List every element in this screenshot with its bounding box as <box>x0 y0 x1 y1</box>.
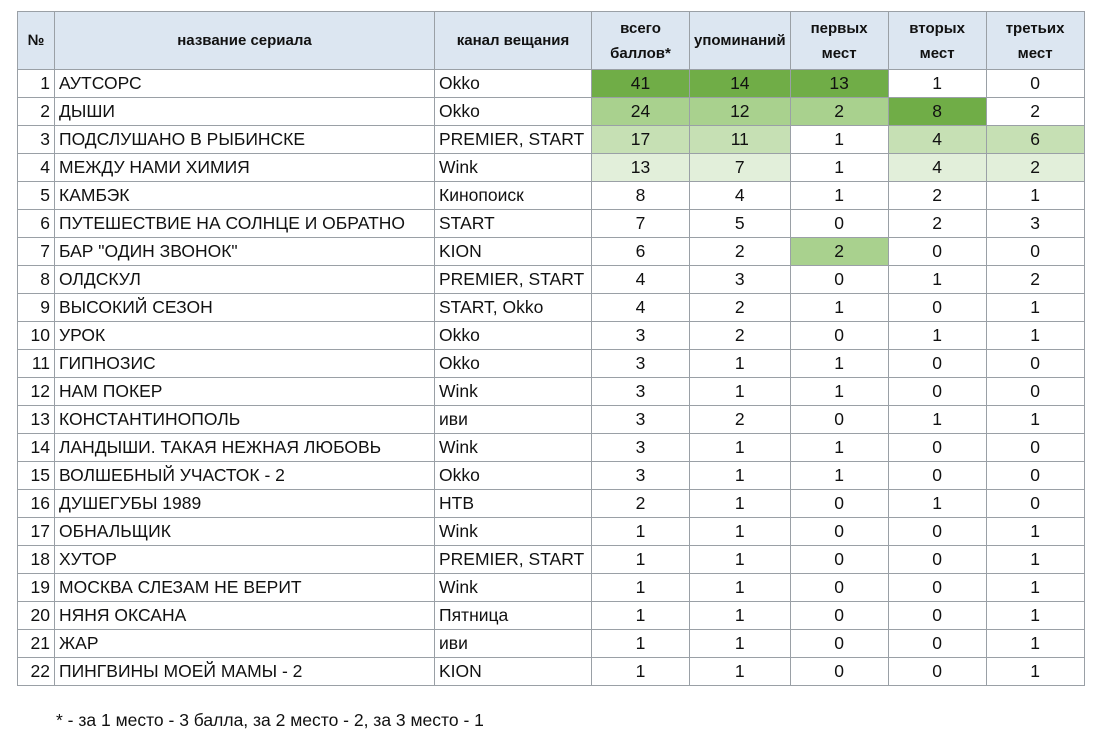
table-row <box>18 70 1085 98</box>
table-row <box>18 490 1085 518</box>
cell-third: 1 <box>986 630 1084 658</box>
cell-third: 0 <box>986 378 1084 406</box>
table-row <box>18 406 1085 434</box>
table-row <box>18 378 1085 406</box>
cell-total: 1 <box>592 574 690 602</box>
footnote: * - за 1 место - 3 балла, за 2 место - 2, за 3 место - 1 <box>56 710 484 730</box>
cell-third: 2 <box>986 266 1084 294</box>
header-row <box>18 12 1085 70</box>
cell-num: 14 <box>18 434 55 462</box>
table-row <box>18 238 1085 266</box>
cell-name: ХУТОР <box>55 546 435 574</box>
cell-third: 0 <box>986 434 1084 462</box>
cell-first: 0 <box>790 406 888 434</box>
cell-first: 0 <box>790 490 888 518</box>
cell-second: 2 <box>888 182 986 210</box>
cell-channel: иви <box>435 406 592 434</box>
cell-num: 12 <box>18 378 55 406</box>
cell-total: 1 <box>592 602 690 630</box>
cell-first: 1 <box>790 126 888 154</box>
cell-num: 15 <box>18 462 55 490</box>
cell-third: 1 <box>986 182 1084 210</box>
cell-total: 3 <box>592 406 690 434</box>
table-row <box>18 630 1085 658</box>
cell-num: 1 <box>18 70 55 98</box>
cell-channel: PREMIER, START <box>435 126 592 154</box>
cell-total: 1 <box>592 658 690 686</box>
cell-mentions: 1 <box>690 546 791 574</box>
cell-second: 0 <box>888 630 986 658</box>
cell-second: 0 <box>888 378 986 406</box>
cell-channel: Wink <box>435 378 592 406</box>
cell-channel: Okko <box>435 70 592 98</box>
cell-first: 1 <box>790 378 888 406</box>
cell-channel: иви <box>435 630 592 658</box>
cell-second: 1 <box>888 406 986 434</box>
cell-channel: Okko <box>435 350 592 378</box>
cell-channel: START <box>435 210 592 238</box>
cell-total: 8 <box>592 182 690 210</box>
cell-name: ПИНГВИНЫ МОЕЙ МАМЫ - 2 <box>55 658 435 686</box>
cell-name: ДЫШИ <box>55 98 435 126</box>
cell-total: 4 <box>592 266 690 294</box>
header-name: название сериала <box>55 12 435 70</box>
cell-mentions: 1 <box>690 630 791 658</box>
cell-second: 4 <box>888 154 986 182</box>
cell-name: КАМБЭК <box>55 182 435 210</box>
cell-channel: Пятница <box>435 602 592 630</box>
cell-name: ГИПНОЗИС <box>55 350 435 378</box>
cell-third: 0 <box>986 238 1084 266</box>
cell-third: 1 <box>986 406 1084 434</box>
cell-second: 0 <box>888 434 986 462</box>
cell-num: 6 <box>18 210 55 238</box>
header-mentions: упоминаний <box>690 12 791 70</box>
cell-first: 0 <box>790 210 888 238</box>
cell-total: 4 <box>592 294 690 322</box>
cell-total: 3 <box>592 462 690 490</box>
cell-second: 0 <box>888 462 986 490</box>
table-row <box>18 602 1085 630</box>
cell-second: 1 <box>888 70 986 98</box>
cell-first: 13 <box>790 70 888 98</box>
cell-mentions: 11 <box>690 126 791 154</box>
cell-first: 2 <box>790 238 888 266</box>
cell-mentions: 1 <box>690 462 791 490</box>
table-row <box>18 154 1085 182</box>
cell-mentions: 1 <box>690 574 791 602</box>
cell-num: 22 <box>18 658 55 686</box>
cell-mentions: 1 <box>690 350 791 378</box>
cell-second: 0 <box>888 518 986 546</box>
cell-total: 24 <box>592 98 690 126</box>
header-first: первых мест <box>790 12 888 70</box>
cell-mentions: 1 <box>690 434 791 462</box>
table-row <box>18 322 1085 350</box>
cell-num: 3 <box>18 126 55 154</box>
cell-channel: Wink <box>435 574 592 602</box>
cell-channel: PREMIER, START <box>435 266 592 294</box>
cell-num: 5 <box>18 182 55 210</box>
cell-channel: НТВ <box>435 490 592 518</box>
cell-channel: START, Okko <box>435 294 592 322</box>
cell-total: 1 <box>592 518 690 546</box>
table-row <box>18 462 1085 490</box>
cell-second: 2 <box>888 210 986 238</box>
cell-name: МЕЖДУ НАМИ ХИМИЯ <box>55 154 435 182</box>
cell-third: 1 <box>986 322 1084 350</box>
cell-num: 13 <box>18 406 55 434</box>
cell-third: 1 <box>986 602 1084 630</box>
cell-name: ДУШЕГУБЫ 1989 <box>55 490 435 518</box>
cell-name: КОНСТАНТИНОПОЛЬ <box>55 406 435 434</box>
cell-total: 1 <box>592 630 690 658</box>
cell-mentions: 1 <box>690 658 791 686</box>
cell-mentions: 2 <box>690 406 791 434</box>
cell-third: 2 <box>986 98 1084 126</box>
cell-num: 8 <box>18 266 55 294</box>
cell-channel: Okko <box>435 322 592 350</box>
cell-name: ЖАР <box>55 630 435 658</box>
cell-mentions: 2 <box>690 322 791 350</box>
cell-mentions: 12 <box>690 98 791 126</box>
cell-first: 0 <box>790 630 888 658</box>
cell-third: 2 <box>986 154 1084 182</box>
cell-third: 0 <box>986 462 1084 490</box>
table-row <box>18 658 1085 686</box>
cell-third: 0 <box>986 70 1084 98</box>
table-row <box>18 182 1085 210</box>
cell-name: БАР "ОДИН ЗВОНОК" <box>55 238 435 266</box>
cell-channel: PREMIER, START <box>435 546 592 574</box>
header-total: всего баллов* <box>592 12 690 70</box>
cell-channel: Okko <box>435 462 592 490</box>
table-row <box>18 546 1085 574</box>
cell-num: 11 <box>18 350 55 378</box>
cell-num: 20 <box>18 602 55 630</box>
header-second: вторых мест <box>888 12 986 70</box>
cell-num: 17 <box>18 518 55 546</box>
cell-first: 0 <box>790 658 888 686</box>
cell-second: 0 <box>888 546 986 574</box>
cell-first: 1 <box>790 182 888 210</box>
cell-second: 0 <box>888 238 986 266</box>
cell-first: 0 <box>790 518 888 546</box>
cell-num: 19 <box>18 574 55 602</box>
cell-first: 1 <box>790 462 888 490</box>
cell-first: 1 <box>790 350 888 378</box>
cell-num: 4 <box>18 154 55 182</box>
cell-second: 1 <box>888 266 986 294</box>
cell-third: 1 <box>986 658 1084 686</box>
cell-second: 4 <box>888 126 986 154</box>
cell-first: 1 <box>790 154 888 182</box>
table-row <box>18 350 1085 378</box>
cell-mentions: 2 <box>690 294 791 322</box>
cell-name: ВЫСОКИЙ СЕЗОН <box>55 294 435 322</box>
cell-mentions: 14 <box>690 70 791 98</box>
cell-total: 6 <box>592 238 690 266</box>
cell-mentions: 1 <box>690 490 791 518</box>
cell-third: 1 <box>986 546 1084 574</box>
cell-total: 3 <box>592 378 690 406</box>
ranking-table <box>17 11 1085 686</box>
cell-total: 7 <box>592 210 690 238</box>
cell-channel: Okko <box>435 98 592 126</box>
cell-third: 1 <box>986 574 1084 602</box>
cell-first: 0 <box>790 266 888 294</box>
cell-channel: Wink <box>435 518 592 546</box>
cell-third: 1 <box>986 518 1084 546</box>
cell-total: 13 <box>592 154 690 182</box>
table-body <box>18 70 1085 686</box>
cell-channel: Wink <box>435 154 592 182</box>
table-row <box>18 266 1085 294</box>
header-num: № <box>18 12 55 70</box>
cell-channel: Кинопоиск <box>435 182 592 210</box>
cell-num: 10 <box>18 322 55 350</box>
cell-second: 1 <box>888 322 986 350</box>
cell-second: 1 <box>888 490 986 518</box>
cell-second: 8 <box>888 98 986 126</box>
cell-third: 6 <box>986 126 1084 154</box>
cell-mentions: 4 <box>690 182 791 210</box>
table-row <box>18 210 1085 238</box>
cell-num: 18 <box>18 546 55 574</box>
cell-mentions: 1 <box>690 602 791 630</box>
cell-first: 1 <box>790 294 888 322</box>
cell-mentions: 2 <box>690 238 791 266</box>
cell-mentions: 1 <box>690 378 791 406</box>
cell-num: 16 <box>18 490 55 518</box>
cell-first: 1 <box>790 434 888 462</box>
cell-total: 2 <box>592 490 690 518</box>
cell-mentions: 5 <box>690 210 791 238</box>
cell-name: ПУТЕШЕСТВИЕ НА СОЛНЦЕ И ОБРАТНО <box>55 210 435 238</box>
cell-mentions: 3 <box>690 266 791 294</box>
cell-mentions: 7 <box>690 154 791 182</box>
cell-name: НЯНЯ ОКСАНА <box>55 602 435 630</box>
table-row <box>18 574 1085 602</box>
cell-num: 21 <box>18 630 55 658</box>
cell-name: АУТСОРС <box>55 70 435 98</box>
cell-name: ОБНАЛЬЩИК <box>55 518 435 546</box>
cell-channel: KION <box>435 658 592 686</box>
table-row <box>18 518 1085 546</box>
cell-total: 17 <box>592 126 690 154</box>
cell-name: ЛАНДЫШИ. ТАКАЯ НЕЖНАЯ ЛЮБОВЬ <box>55 434 435 462</box>
cell-second: 0 <box>888 350 986 378</box>
cell-name: ОЛДСКУЛ <box>55 266 435 294</box>
cell-second: 0 <box>888 658 986 686</box>
cell-third: 0 <box>986 350 1084 378</box>
cell-mentions: 1 <box>690 518 791 546</box>
cell-first: 0 <box>790 602 888 630</box>
table-row <box>18 294 1085 322</box>
cell-total: 41 <box>592 70 690 98</box>
cell-first: 2 <box>790 98 888 126</box>
table-row <box>18 98 1085 126</box>
cell-first: 0 <box>790 546 888 574</box>
cell-name: ВОЛШЕБНЫЙ УЧАСТОК - 2 <box>55 462 435 490</box>
cell-name: НАМ ПОКЕР <box>55 378 435 406</box>
cell-num: 2 <box>18 98 55 126</box>
cell-third: 1 <box>986 294 1084 322</box>
cell-name: МОСКВА СЛЕЗАМ НЕ ВЕРИТ <box>55 574 435 602</box>
cell-second: 0 <box>888 602 986 630</box>
header-third: третьих мест <box>986 12 1084 70</box>
cell-name: ПОДСЛУШАНО В РЫБИНСКЕ <box>55 126 435 154</box>
cell-name: УРОК <box>55 322 435 350</box>
cell-third: 0 <box>986 490 1084 518</box>
cell-total: 1 <box>592 546 690 574</box>
cell-first: 0 <box>790 322 888 350</box>
cell-total: 3 <box>592 350 690 378</box>
cell-first: 0 <box>790 574 888 602</box>
cell-second: 0 <box>888 294 986 322</box>
cell-channel: Wink <box>435 434 592 462</box>
cell-total: 3 <box>592 434 690 462</box>
cell-num: 7 <box>18 238 55 266</box>
cell-third: 3 <box>986 210 1084 238</box>
table-row <box>18 434 1085 462</box>
cell-num: 9 <box>18 294 55 322</box>
table-row <box>18 126 1085 154</box>
header-channel: канал вещания <box>435 12 592 70</box>
cell-total: 3 <box>592 322 690 350</box>
cell-channel: KION <box>435 238 592 266</box>
cell-second: 0 <box>888 574 986 602</box>
